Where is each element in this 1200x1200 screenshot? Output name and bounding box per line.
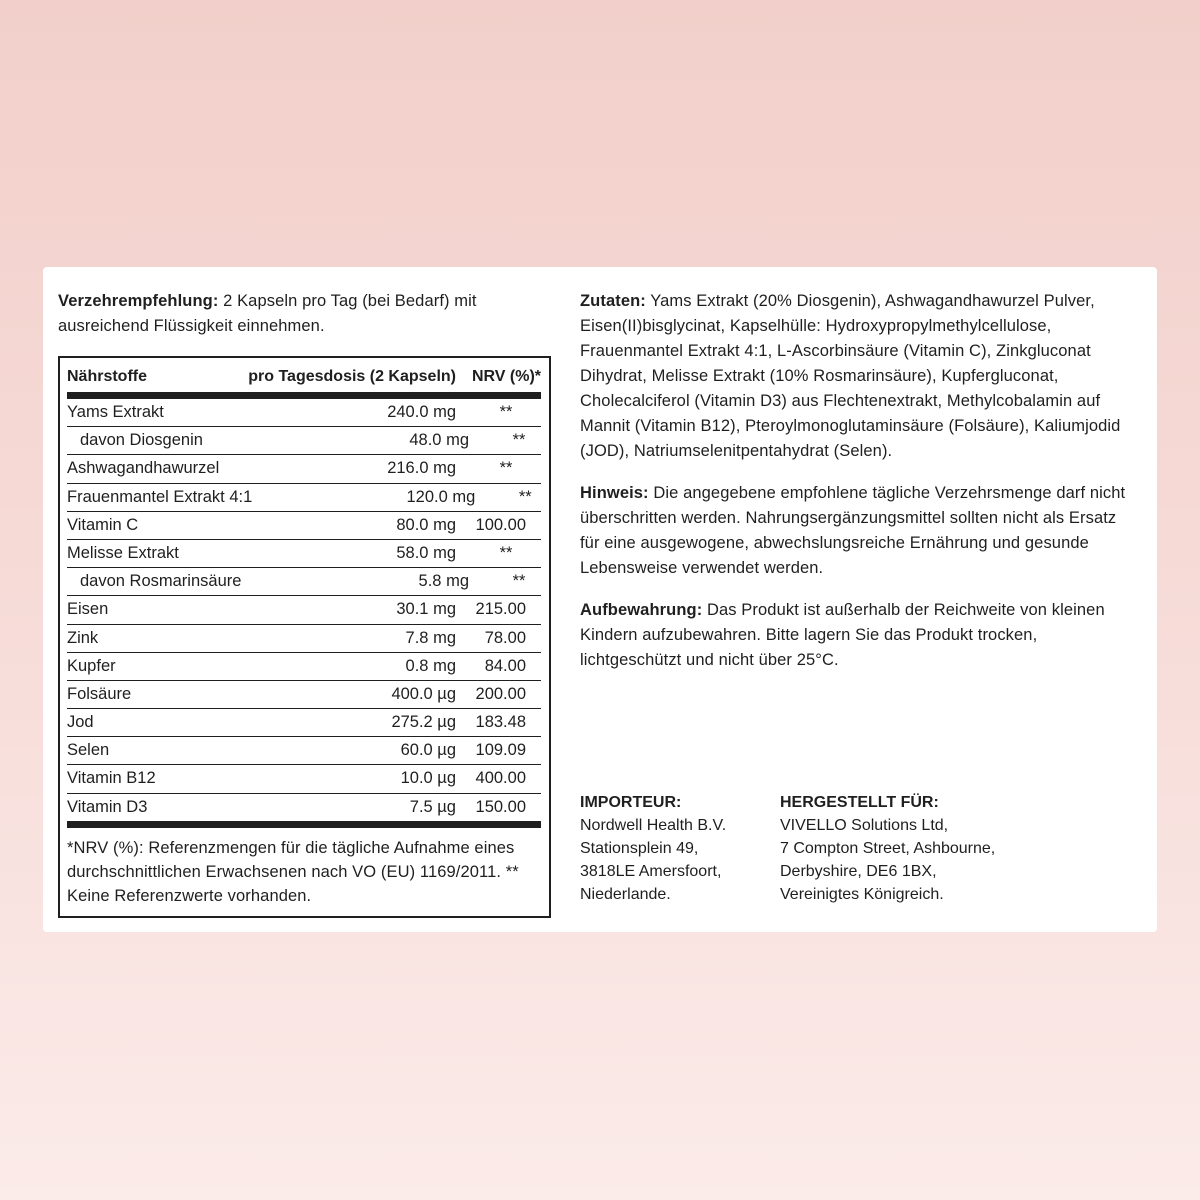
label-card <box>43 267 1157 932</box>
nutrient-name: Yams Extrakt <box>67 403 164 421</box>
nutrient-nrv: 78.00 <box>484 628 526 647</box>
importer-line: 3818LE Amersfoort, <box>580 863 722 880</box>
nutrient-name: Vitamin D3 <box>67 797 148 816</box>
nutrient-nrv: ** <box>499 459 513 478</box>
nutrient-dose: 30.1 mg <box>396 600 456 619</box>
nutrient-dose: 400.0 µg <box>391 684 456 703</box>
nutrient-nrv: ** <box>499 403 513 421</box>
nutrient-dose: 60.0 µg <box>400 741 456 760</box>
nutrient-dose: 0.8 mg <box>405 656 456 675</box>
importer-line: Niederlande. <box>580 886 671 903</box>
nutrient-nrv: ** <box>518 487 532 506</box>
nutrient-nrv: 84.00 <box>484 656 526 675</box>
manufacturer-line: Vereinigtes Königreich. <box>780 886 944 903</box>
recommendation-label: Verzehrempfehlung: <box>58 292 219 310</box>
ingredients-paragraph <box>580 289 1140 464</box>
manufacturer-line: 7 Compton Street, Ashbourne, <box>780 840 996 857</box>
nutrient-nrv: 150.00 <box>475 797 526 816</box>
nutrient-name: Selen <box>67 741 110 760</box>
nutrient-nrv: 400.00 <box>475 769 526 788</box>
recommendation-paragraph <box>58 289 553 339</box>
table-row <box>67 540 541 568</box>
nutrient-dose: 5.8 mg <box>418 572 469 591</box>
nutrient-nrv: 200.00 <box>475 684 526 703</box>
importer-heading: IMPORTEUR: <box>580 794 682 811</box>
nutrient-nrv: ** <box>499 543 513 562</box>
nutrition-table-header <box>67 364 541 399</box>
nutrient-dose: 120.0 mg <box>406 487 476 506</box>
nutrient-nrv: 109.09 <box>475 741 526 760</box>
nutrient-name: davon Rosmarinsäure <box>80 572 242 591</box>
nutrient-name: Ashwagandhawurzel <box>67 459 220 478</box>
table-row <box>67 765 541 793</box>
left-column <box>58 289 553 918</box>
nutrient-nrv: 215.00 <box>475 600 526 619</box>
table-row <box>67 455 541 483</box>
table-row <box>67 709 541 737</box>
nutrient-name: Jod <box>67 713 94 732</box>
table-row <box>67 681 541 709</box>
header-nutrients: Nährstoffe <box>67 368 148 385</box>
header-nrv: NRV (%)* <box>471 368 541 385</box>
table-row <box>67 596 541 624</box>
table-row <box>67 512 541 540</box>
right-column <box>580 289 1140 690</box>
nutrient-dose: 216.0 mg <box>387 459 456 478</box>
table-row <box>67 794 541 821</box>
nutrient-dose: 7.8 mg <box>405 628 456 647</box>
storage-text: Das Produkt ist außerhalb der Reichweite von kleinen Kindern aufzubewahren. Bitte lagern Sie das Produkt trocken, lichtgeschützt und nicht über 25°C. <box>580 601 1105 669</box>
nutrient-dose: 10.0 µg <box>400 769 456 788</box>
nutrition-table-body <box>67 399 541 828</box>
manufacturer-address <box>780 791 995 906</box>
notice-label: Hinweis: <box>580 484 649 502</box>
recommendation-text: 2 Kapseln pro Tag (bei Bedarf) mit ausreichend Flüssigkeit einnehmen. <box>58 292 477 335</box>
table-row <box>67 568 541 596</box>
nutrient-name: Vitamin C <box>67 515 139 534</box>
nutrient-dose: 240.0 mg <box>387 403 456 421</box>
nutrient-name: Melisse Extrakt <box>67 543 179 562</box>
nutrient-dose: 58.0 mg <box>396 543 456 562</box>
importer-line: Stationsplein 49, <box>580 840 699 857</box>
nutrient-name: Zink <box>67 628 99 647</box>
table-row <box>67 484 541 512</box>
nutrient-dose: 7.5 µg <box>409 797 456 816</box>
table-row <box>67 399 541 427</box>
nutrient-name: Vitamin B12 <box>67 769 156 788</box>
storage-label: Aufbewahrung: <box>580 601 703 619</box>
nutrient-dose: 275.2 µg <box>391 713 456 732</box>
nrv-footnote: *NRV (%): Referenzmengen für die tägliche Aufnahme eines durchschnittlichen Erwachsenen nach VO (EU) 1169/2011. ** Keine Referenzwerte vorhanden. <box>67 838 519 905</box>
nutrient-name: Folsäure <box>67 684 132 703</box>
manufacturer-line: Derbyshire, DE6 1BX, <box>780 863 937 880</box>
ingredients-label: Zutaten: <box>580 292 646 310</box>
table-row <box>67 737 541 765</box>
importer-address <box>580 791 780 906</box>
table-row <box>67 427 541 455</box>
table-row <box>67 653 541 681</box>
manufacturer-heading: HERGESTELLT FÜR: <box>780 794 939 811</box>
nutrition-table <box>58 356 551 918</box>
nutrient-nrv: 100.00 <box>475 515 526 534</box>
notice-paragraph <box>580 481 1140 581</box>
notice-text: Die angegebene empfohlene tägliche Verzehrsmenge darf nicht überschritten werden. Nahrungsergänzungsmittel sollten nicht als Ersatz für eine ausgewogene, abwechslungsreiche Ernährung und gesunde Lebensweise verwendet werden. <box>580 484 1126 577</box>
storage-paragraph <box>580 598 1140 673</box>
nutrient-name: Frauenmantel Extrakt 4:1 <box>67 487 253 506</box>
importer-line: Nordwell Health B.V. <box>580 817 727 834</box>
nutrient-dose: 48.0 mg <box>409 431 469 450</box>
nutrient-name: davon Diosgenin <box>80 431 203 450</box>
nutrient-nrv: ** <box>512 572 526 591</box>
nutrient-nrv: ** <box>512 431 526 450</box>
table-row <box>67 625 541 653</box>
manufacturer-line: VIVELLO Solutions Ltd, <box>780 817 949 834</box>
address-block <box>580 791 995 906</box>
nutrient-name: Kupfer <box>67 656 116 675</box>
nutrient-nrv: 183.48 <box>475 713 526 732</box>
nutrient-dose: 80.0 mg <box>396 515 456 534</box>
header-daily-dose: pro Tagesdosis (2 Kapseln) <box>248 368 456 385</box>
nutrient-name: Eisen <box>67 600 109 619</box>
ingredients-text: Yams Extrakt (20% Diosgenin), Ashwagandhawurzel Pulver, Eisen(II)bisglycinat, Kapselhülle: Hydroxypropylmethylcellulose, Frauenmantel Extrakt 4:1, L-Ascorbinsäure (Vitamin C), Zinkgluconat Dihydrat, Melisse Extrakt (10% Rosmarinsäure), Kupfergluconat, Cholecalciferol (Vitamin D3) aus Flechtenextrakt, Methylcobalamin auf Mannit (Vitamin B12), Pteroylmonoglutaminsäure (Folsäure), Kaliumjodid (JOD), Natriumselenitpentahydrat (Selen). <box>580 292 1121 460</box>
